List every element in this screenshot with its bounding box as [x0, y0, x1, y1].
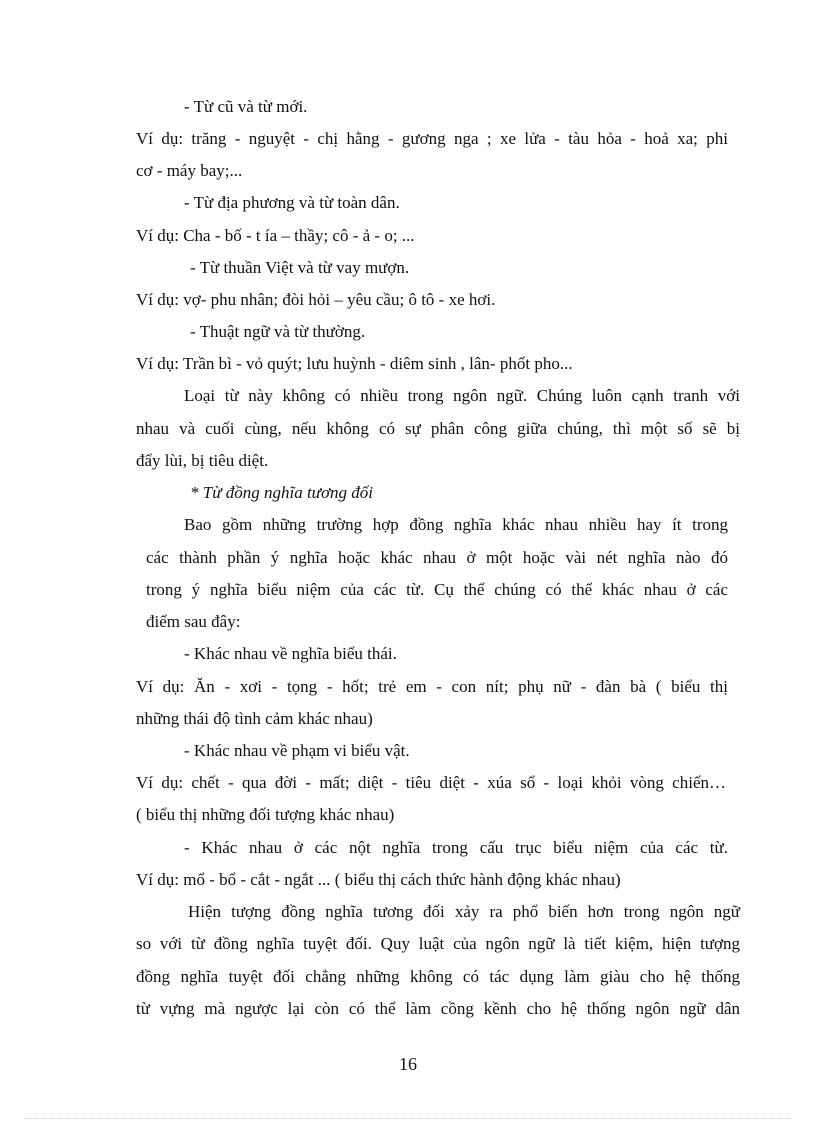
text-line: - Khác nhau về phạm vi biểu vật.: [184, 741, 410, 760]
text-line: - Khác nhau ở các nột nghĩa trong cấu trục biểu niệm của các từ.: [184, 838, 728, 857]
text-line: ( biểu thị những đối tượng khác nhau): [136, 805, 395, 824]
page-number: 16: [399, 1054, 417, 1074]
text-line: Ví dụ: Cha - bố - t ía – thầy; cô - ả - o; ...: [136, 226, 415, 245]
text-line: nhau và cuối cùng, nếu không có sự phân công giữa chúng, thì một số sẽ bị: [136, 419, 740, 438]
text-line: các thành phần ý nghĩa hoặc khác nhau ở một hoặc vài nét nghĩa nào đó: [146, 548, 728, 567]
text-line: - Từ cũ và từ mới.: [184, 97, 308, 116]
text-line: - Khác nhau về nghĩa biểu thái.: [184, 644, 397, 663]
text-line: Ví dụ: vợ- phu nhân; đòi hỏi – yêu cầu; ô tô - xe hơi.: [136, 290, 496, 309]
text-line: Ví dụ: Ăn - xơi - tọng - hốt; trẻ em - con nít; phụ nữ - đàn bà ( biểu thị: [136, 677, 728, 696]
text-line: Ví dụ: mổ - bổ - cắt - ngắt ... ( biểu thị cách thức hành động khác nhau): [136, 870, 621, 889]
section-heading: * Từ đồng nghĩa tương đối: [190, 483, 373, 502]
footer-divider: [24, 1118, 792, 1119]
text-line: - Từ địa phương và từ toàn dân.: [184, 193, 400, 212]
text-line: - Từ thuần Việt và từ vay mượn.: [190, 258, 410, 277]
text-line: cơ - máy bay;...: [136, 161, 243, 180]
text-line: - Thuật ngữ và từ thường.: [190, 322, 366, 341]
text-line: những thái độ tình cảm khác nhau): [136, 709, 373, 728]
text-line: Hiện tượng đồng nghĩa tương đối xảy ra phổ biến hơn trong ngôn ngữ: [188, 902, 740, 921]
text-line: đẩy lùi, bị tiêu diệt.: [136, 451, 269, 470]
text-line: Bao gồm những trường hợp đồng nghĩa khác nhau nhiều hay ít trong: [184, 515, 728, 534]
text-line: từ vựng mà ngược lại còn có thể làm cồng kềnh cho hệ thống ngôn ngữ dân: [136, 999, 740, 1018]
text-line: Loại từ này không có nhiều trong ngôn ngữ. Chúng luôn cạnh tranh với: [184, 386, 740, 405]
text-line: điểm sau đây:: [146, 612, 241, 631]
text-line: Ví dụ: chết - qua đời - mất; diệt - tiêu diệt - xúa sổ - loại khỏi vòng chiến…: [136, 773, 726, 792]
text-line: Ví dụ: trăng - nguyệt - chị hằng - gương nga ; xe lửa - tàu hỏa - hoả xa; phi: [136, 129, 728, 148]
text-line: trong ý nghĩa biểu niệm của các từ. Cụ thể chúng có thể khác nhau ở các: [146, 580, 728, 599]
text-line: đồng nghĩa tuyệt đối chẳng những không có tác dụng làm giàu cho hệ thống: [136, 967, 740, 986]
text-line: Ví dụ: Trần bì - vỏ quýt; lưu huỳnh - diêm sinh , lân- phốt pho...: [136, 354, 573, 373]
text-line: so với từ đồng nghĩa tuyệt đối. Quy luật của ngôn ngữ là tiết kiệm, hiện tượng: [136, 934, 740, 953]
